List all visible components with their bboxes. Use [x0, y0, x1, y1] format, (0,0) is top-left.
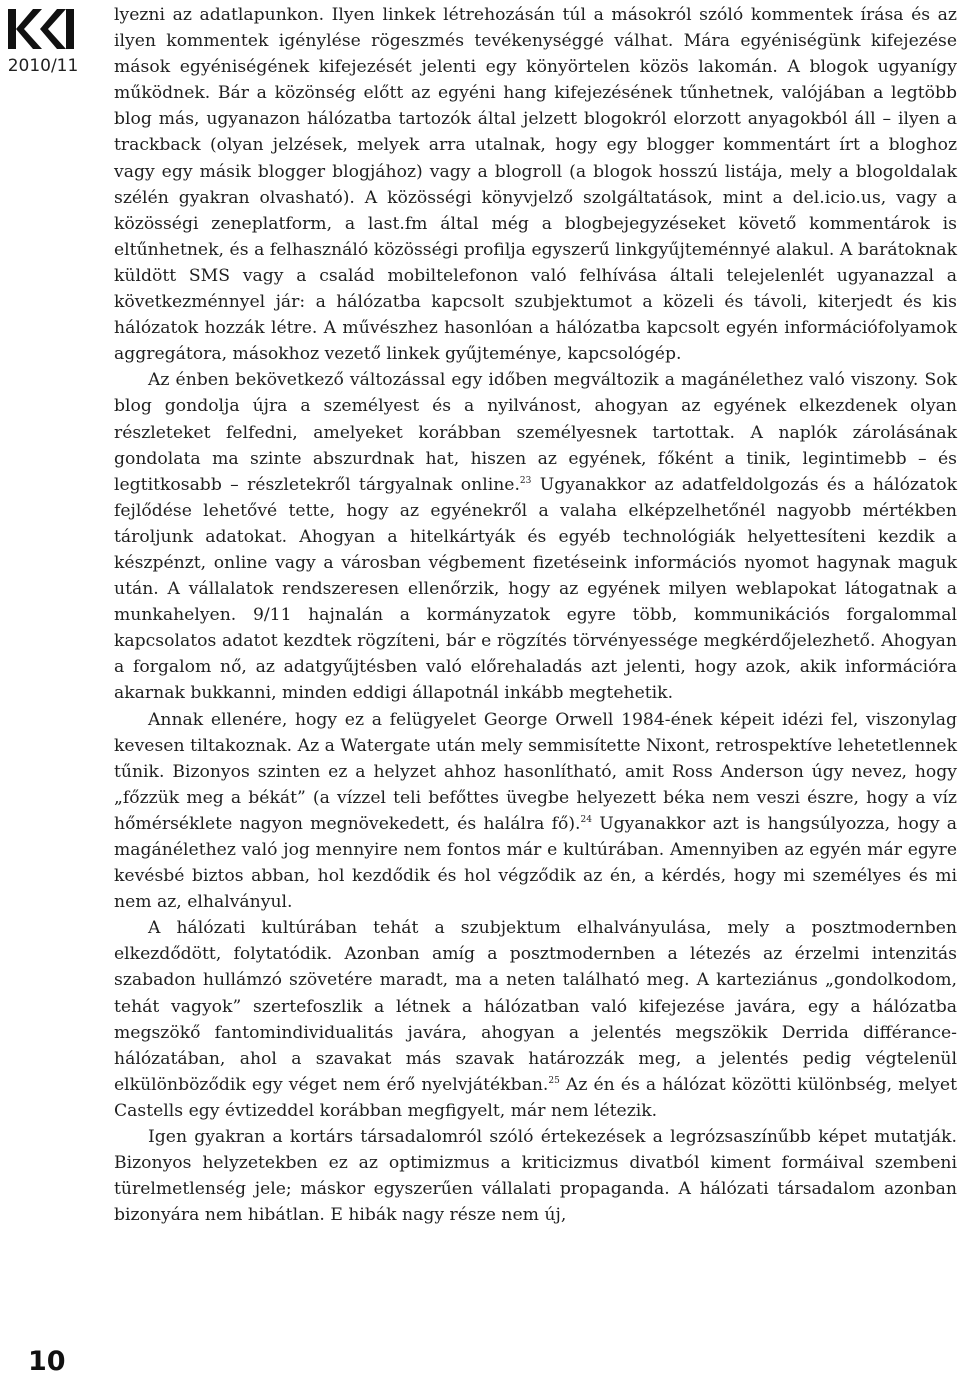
paragraph-3: [114, 707, 957, 916]
article-body: [114, 2, 957, 1228]
journal-logo: [6, 6, 76, 52]
paragraph-2-text-a: Az énben bekövetkező változással egy időben megváltozik a magánélethez való viszony. Sok blog gondolja újra a személyest és a nyilvánost, ahogyan az egyének elkezdenek olyan részleteket felfedni, amelyeket korábban személyesnek tartottak. A naplók zárolásának gondolata ma szinte abszurdnak hat, hiszen az egyének, főként a tinik, legintimebb – és legtitkosabb – részletekről tárgyalnak online.: [114, 370, 957, 495]
paragraph-3-text-a: Annak ellenére, hogy ez a felügyelet George Orwell 1984-ének képeit idézi fel, viszonylag kevesen tiltakoznak. Az a Watergate után mely semmisítette Nixont, retrospektíve lehetetlennek tűnik. Bizonyos szinten ez a helyzet ahhoz hasonlítható, amit Ross Anderson úgy nevez, hogy „főzzük meg a békát” (a vízzel teli befőttes üvegbe helyezett béka nem veszi észre, hogy a víz hőmérséklete nagyon megnövekedett, és halálra fő).: [114, 709, 957, 834]
footnote-ref-25: 25: [548, 1075, 560, 1086]
paragraph-2-text-b: Ugyanakkor az adatfeldolgozás és a hálózatok fejlődése lehetővé tette, hogy az egyénekről a valaha elképzelhetőnél nagyobb mértékben tároljunk adatokat. Ahogyan a hitelkártyák és egyéb technológiák helyettesíteni kezdik a készpénzt, online vagy a városban végbement fizetéseink információs nyomot hagynak maguk után. A vállalatok rendszeresen ellenőrzik, hogy az egyének milyen weblapokat látogatnak a munkahelyen. 9/11 hajnalán a kormányzatok egyre több, kommunikációs forgalommal kapcsolatos adatot kezdtek rögzíteni, bár e rögzítés törvényessége megkérdőjelezhető. Ahogyan a forgalom nő, az adatgyűjtésben való előrehaladás azt jelenti, hogy azok, akik információra akarnak bukkanni, minden eddigi állapotnál inkább megtehetik.: [114, 474, 957, 704]
paragraph-1: lyezni az adatlapunkon. Ilyen linkek létrehozásán túl a másokról szóló kommentek írása és az ilyen kommentek igénylése rögeszmés tevékenységgé válhat. Mára egyéniségünk kifejezése mások egyéniségének kifejezését jelenti egy könyörtelen közös lakomán. A blogok ugyanígy működnek. Bár a közönség előtt az egyéni hang kifejezésének tűnhetnek, valójában a legtöbb blog más, ugyanazon hálózatba tartozók által jelzett blogokról elorzott anyagokból áll – ilyen a trackback (olyan jelzések, melyek arra utalnak, hogy egy blogger kommentárt írt a bloghoz vagy egy másik blogger blogjához) vagy a blogroll (a blogok hosszú listája, mely a blogoldalak szélén gyakran olvasható). A közösségi könyvjelző szolgáltatások, mint a del.icio.us, vagy a közösségi zeneplatform, a last.fm által még a blogbejegyzéseket követő kommentárok is eltűnhetnek, és a felhasználó közösségi profilja egyszerű linkgyűjteménnyé alakul. A barátoknak küldött SMS vagy a család mobiltelefonon való felhívása általi telejelenlét ugyanazzal a következménnyel jár: a hálózatba kapcsolt szubjektumot a közeli és távoli, kiterjedt és kis hálózatok hozzák létre. A művészhez hasonlóan a hálózatba kapcsolt egyén információfolyamok aggregátora, másokhoz vezető linkek gyűjteménye, kapcsológép.: [114, 5, 957, 365]
paragraph-4-text-a: A hálózati kultúrában tehát a szubjektum elhalványulása, mely a posztmodernben elkezdődött, folytatódik. Azonban amíg a posztmodernben a létezés az érzelmi intenzitás szabadon hullámzó szövetére maradt, ma a neten található meg. A karteziánus „gondolkodom, tehát vagyok” szertefoszlik a létnek a hálózatban való kifejezése javára, egy a hálózatba megszökő fantomindividualitás javára, ahogyan a jelentés megszökik Derrida différance-hálózatában, ahol a szavakat más szavak határozzák meg, a jelentés pedig végtelenül elkülönböződik egy véget nem érő nyelvjátékban.: [114, 918, 957, 1095]
paragraph-4-text-b: Az én és a hálózat közötti különbség, melyet Castells egy évtizeddel korábban megfigyelt, már nem létezik.: [114, 1074, 957, 1121]
paragraph-5: Igen gyakran a kortárs társadalomról szóló értekezések a legrózsaszínűbb képet mutatják. Bizonyos helyzetekben ez az optimizmus a kriticizmus divatból kiment formáival szembeni türelmetlenség jele; máskor egyszerűen vállalati propaganda. A hálózati társadalom azonban bizonyára nem hibátlan. E hibák nagy része nem új,: [114, 1127, 957, 1226]
paragraph-4: [114, 915, 957, 1124]
margin-column: [0, 0, 96, 1381]
paragraph-2: [114, 367, 957, 706]
footnote-ref-23: 23: [519, 475, 532, 486]
paragraph-3-text-b: Ugyanakkor azt is hangsúlyozza, hogy a magánélethez való jog mennyire nem fontos már e kultúrában. Amennyiben az egyén már egyre kevésbé biztos abban, hol kezdődik és hol végződik az én, a kérdés, hogy mi személyes és mi nem az, elhalványul.: [114, 813, 958, 913]
issue-number: 2010/11: [7, 56, 79, 76]
page-number: 10: [28, 1346, 66, 1377]
footnote-ref-24: 24: [580, 814, 592, 825]
